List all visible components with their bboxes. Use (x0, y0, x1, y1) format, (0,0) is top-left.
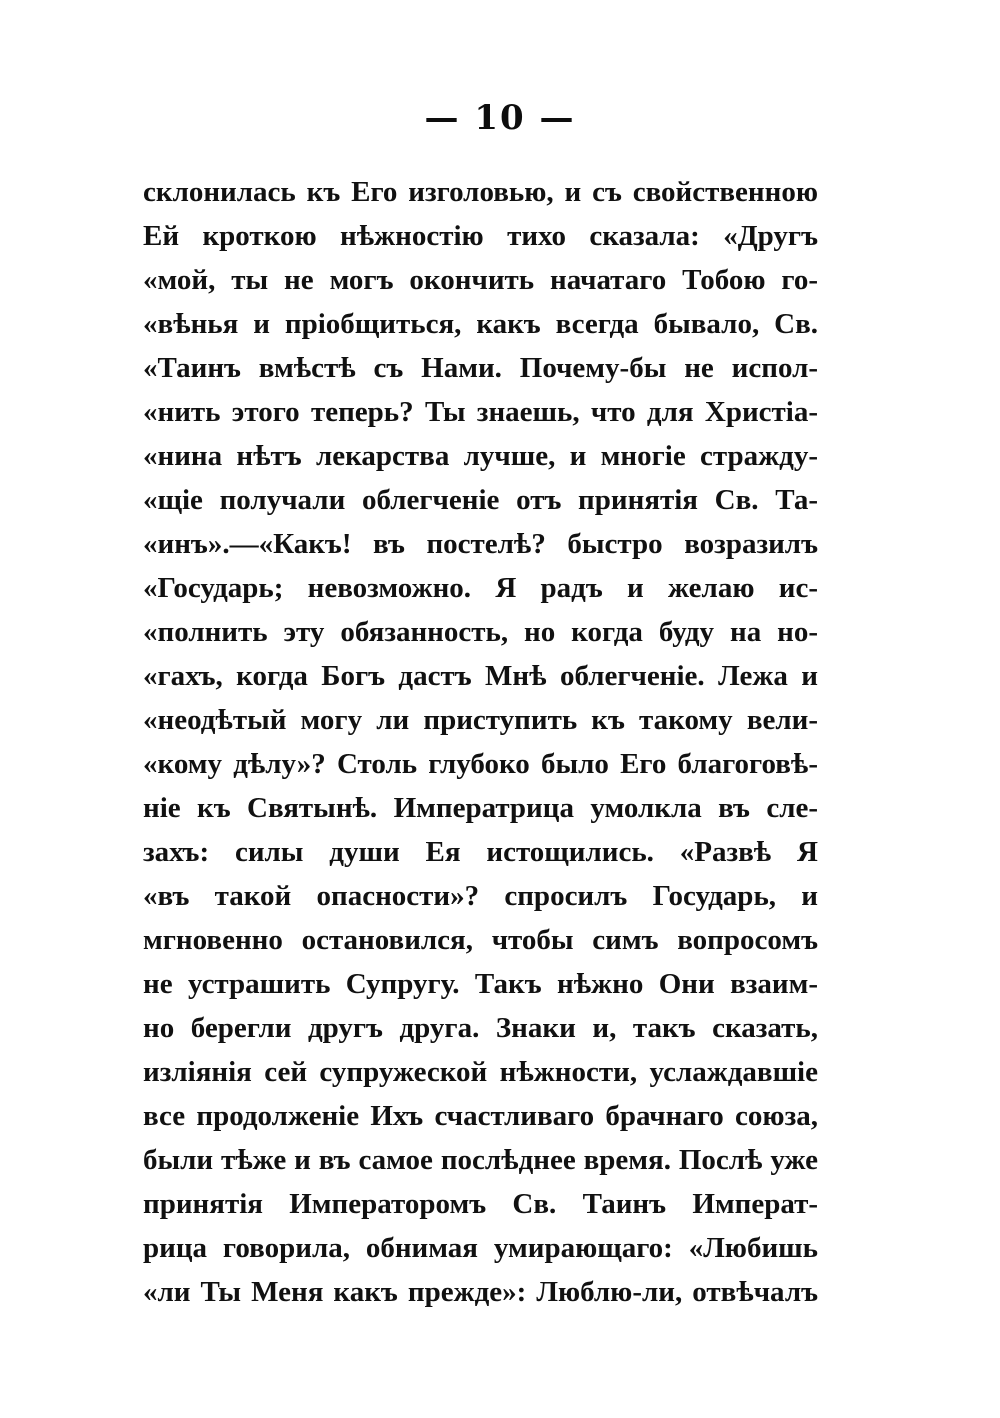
text-line: «Таинъ вмѣстѣ съ Нами. Почему-бы не испол- (143, 352, 818, 384)
text-line: Ей кроткою нѣжностію тихо сказала: «Другъ (143, 220, 818, 252)
text-line: склонилась къ Его изголовью, и съ свойственною (143, 176, 818, 208)
text-line: «нина нѣтъ лекарства лучше, и многіе стражду- (143, 440, 818, 472)
text-line: «кому дѣлу»? Столь глубоко было Его благоговѣ- (143, 748, 818, 780)
text-line: были тѣже и въ самое послѣднее время. Послѣ уже (143, 1144, 818, 1176)
text-line: излiянiя сей супружеской нѣжности, услаждавшіе (143, 1056, 818, 1088)
text-line: «инъ».—«Какъ! въ постелѣ? быстро возразилъ (143, 528, 818, 560)
body-text (143, 170, 818, 1314)
text-line: не устрашить Супругу. Такъ нѣжно Они взаим- (143, 968, 818, 1000)
text-line: но берегли другъ друга. Знаки и, такъ сказать, (143, 1012, 818, 1044)
text-line: «въ такой опасности»? спросилъ Государь, и (143, 880, 818, 912)
text-line: «нить этого теперь? Ты знаешь, что для Христіа- (143, 396, 818, 428)
text-line: «щіе получали облегченіе отъ принятія Св. Та- (143, 484, 818, 516)
text-line: «неодѣтый могу ли приступить къ такому вели- (143, 704, 818, 736)
text-line: принятія Императоромъ Св. Таинъ Императ- (143, 1188, 818, 1220)
page-number: — 10 — (424, 98, 576, 138)
text-line: мгновенно остановился, чтобы симъ вопросомъ (143, 924, 818, 956)
text-line: рица говорила, обнимая умирающаго: «Любишь (143, 1232, 818, 1264)
text-line: «ли Ты Меня какъ прежде»: Люблю-ли, отвѣчалъ (143, 1276, 818, 1308)
text-line: «гахъ, когда Богъ дастъ Мнѣ облегченіе. Лежа и (143, 660, 818, 692)
text-line: «полнить эту обязанность, но когда буду на но- (143, 616, 818, 648)
text-line: «Государь; невозможно. Я радъ и желаю ис- (143, 572, 818, 604)
text-line: «вѣнья и пріобщиться, какъ всегда бывало, Св. (143, 308, 818, 340)
text-line: все продолженіе Ихъ счастливаго брачнаго союза, (143, 1100, 818, 1132)
text-line: ніе къ Святынѣ. Императрица умолкла въ сле- (143, 792, 818, 824)
text-line: захъ: силы души Ея истощились. «Развѣ Я (143, 836, 818, 868)
text-line: «мой, ты не могъ окончить начатаго Тобою го- (143, 264, 818, 296)
